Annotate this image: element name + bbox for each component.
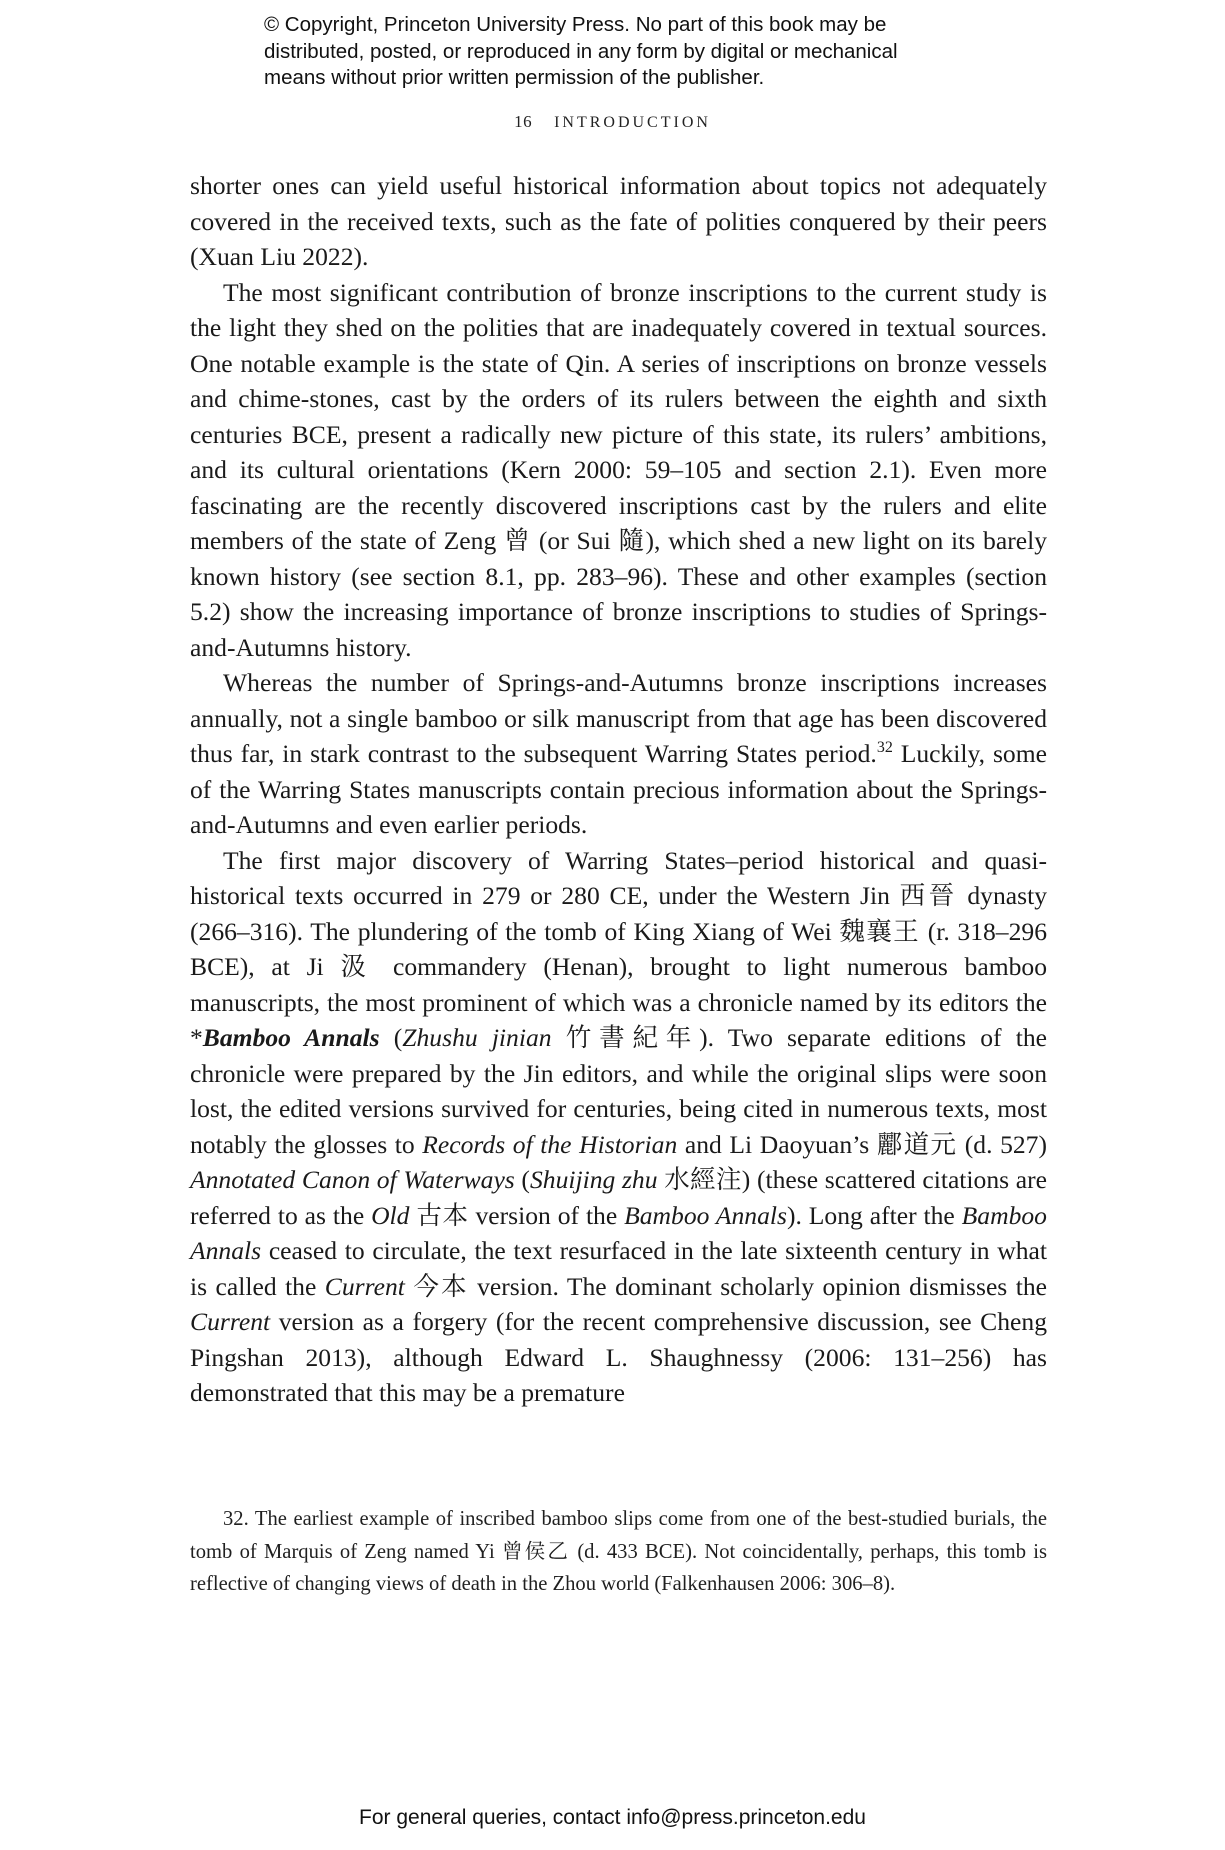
italic-term: Current: [324, 1271, 405, 1301]
paragraph-1: [190, 168, 1047, 275]
copyright-line: means without prior written permission of the publisher.: [264, 66, 765, 89]
paragraph-text: 水經注) (these scattered citations are referred to as the: [190, 1165, 1047, 1230]
copyright-notice: [264, 12, 1024, 92]
paragraph-text: Luckily, some of the Warring States manuscripts contain precious information about the Springs-and-Autumns and even earlier periods.: [190, 739, 1047, 839]
italic-title: Shuijing zhu: [529, 1165, 658, 1194]
paragraph-text: version as a forgery (for the recent comprehensive discussion, see Cheng Pingshan 2013), although Edward L. Shaughnessy (2006: 131–256) has demonstrated that this may be a premature: [190, 1307, 1047, 1407]
paragraph-text: 今本 version. The dominant scholarly opinion dismisses the: [404, 1271, 1047, 1301]
italic-title: Zhushu jinian: [402, 1023, 552, 1052]
paragraph-text: 古本 version of the: [409, 1200, 625, 1230]
copyright-line: distributed, posted, or reproduced in any form by digital or mechanical: [264, 39, 898, 63]
paragraph-2: [190, 275, 1047, 666]
copyright-line: © Copyright, Princeton University Press. No part of this book may be: [264, 13, 887, 36]
footnote-32: [190, 1503, 1047, 1601]
paragraph-text: The first major discovery of Warring States–period historical and quasi-historical texts occurred in 279 or 280 CE, under the Western Jin 西晉 dynasty (266–316). The plundering of the tomb of King Xiang of Wei 魏襄王 (r. 318–296 BCE), at Ji 汲 commandery (Henan), brought to light numerous bamboo manuscripts, the most prominent of which was a chronicle named by its editors the *: [190, 845, 1047, 1052]
paragraph-3: [190, 665, 1047, 843]
body-text: [190, 168, 1047, 1411]
footnote-reference[interactable]: 32: [876, 739, 893, 756]
chapter-title: INTRODUCTION: [554, 114, 711, 131]
italic-term: Current: [190, 1307, 271, 1336]
italic-title: Bamboo Annals: [624, 1200, 787, 1230]
bold-title-bamboo-annals: Bamboo Annals: [202, 1023, 380, 1052]
paragraph-text: The most significant contribution of bronze inscriptions to the current study is the light they shed on the polities that are inadequately covered in textual sources. One notable example is the state of Qin. A series of inscriptions on bronze vessels and chime-stones, cast by the orders of its rulers between the eighth and sixth centuries BCE, present a radically new picture of this state, its rulers’ ambitions, and its cultural orientations (Kern 2000: 59–105 and section 2.1). Even more fascinating are the recently discovered inscriptions cast by the rulers and elite members of the state of Zeng 曾 (or Sui 隨), which shed a new light on its barely known history (see section 8.1, pp. 283–96). These and other examples (section 5.2) show the increasing importance of bronze inscriptions to studies of Springs-and-Autumns history.: [190, 277, 1047, 662]
paragraph-text: shorter ones can yield useful historical information about topics not adequately covered in the received texts, such as the fate of polities conquered by their peers (Xuan Liu 2022).: [190, 171, 1047, 271]
running-head: [0, 112, 1225, 132]
paragraph-4: [190, 843, 1047, 1411]
italic-title: Bamboo Annals: [190, 1200, 1047, 1265]
paragraph-text: 竹書紀年). Two separate editions of the chronicle were prepared by the Jin editors, and while the original slips were soon lost, the edited versions survived for centuries, being cited in numerous texts, most notably the glosses to: [190, 1023, 1048, 1159]
paragraph-text: ceased to circulate, the text resurfaced in the late sixteenth century in what is called the: [190, 1236, 1047, 1301]
page-number: 16: [514, 112, 533, 131]
paragraph-text: ). Long after the: [786, 1200, 962, 1230]
italic-title: Annotated Canon of Waterways: [190, 1165, 515, 1194]
paragraph-text: (: [379, 1023, 403, 1052]
page-footer: [0, 1806, 1225, 1830]
italic-title: Records of the Historian: [422, 1129, 678, 1159]
paragraph-text: and Li Daoyuan’s 酈道元 (d. 527): [677, 1129, 1047, 1159]
paragraph-text: (: [514, 1165, 530, 1194]
footnote-text: 32. The earliest example of inscribed bamboo slips come from one of the best-studied burials, the tomb of Marquis of Zeng named Yi 曾侯乙 (d. 433 BCE). Not coincidentally, perhaps, this tomb is reflective of changing views of death in the Zhou world (Falkenhausen 2006: 306–8).: [190, 1508, 1047, 1595]
paragraph-text: Whereas the number of Springs-and-Autumns bronze inscriptions increases annually, not a single bamboo or silk manuscript from that age has been discovered thus far, in stark contrast to the subsequent Warring States period.: [190, 668, 1047, 768]
contact-line: For general queries, contact info@press.princeton.edu: [359, 1806, 866, 1829]
italic-term: Old: [371, 1200, 410, 1230]
